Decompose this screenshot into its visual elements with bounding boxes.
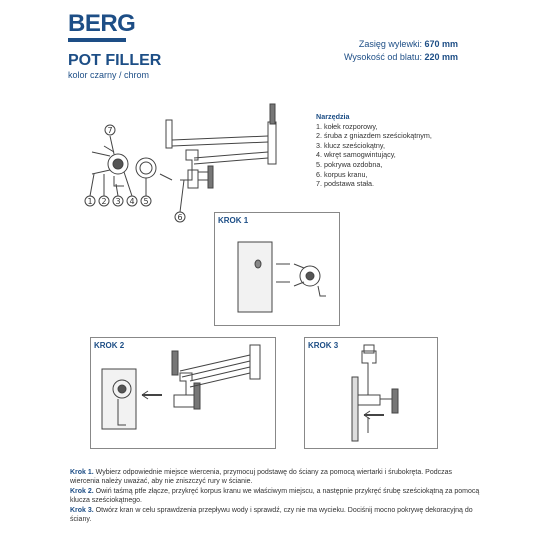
- legend-item: 2. śruba z gniazdem sześciokątnym,: [316, 131, 432, 141]
- logo-underline: [68, 38, 126, 42]
- spec-height-value: 220 mm: [424, 52, 458, 62]
- exploded-diagram: [80, 100, 300, 230]
- step-3-body: Otwórz kran w celu sprawdzenia przepływu wody i sprawdź, czy nie ma wycieku. Dociśnij mocno pokrywę dekoracyjną do ściany.: [70, 506, 473, 524]
- legend-item: 6. korpus kranu,: [316, 169, 368, 179]
- step-2-body: Owiń taśmą ptfe złącze, przykręć korpus kranu we właściwym miejscu, a następnie przykręć śrubę sześciokątną za pomocą klucza sześciokątnego.: [70, 487, 480, 505]
- part-number-3: 3: [115, 197, 121, 206]
- part-number-6: 6: [177, 213, 183, 222]
- step-1-body: Wybierz odpowiednie miejsce wiercenia, przymocuj podstawę do ściany za pomocą wiertarki i śrubokręta. Podczas wiercenia należy uważać, aby nie zniszczyć rury w ścianie.: [70, 469, 452, 486]
- part-number-5: 5: [143, 197, 149, 206]
- part-number-2: 2: [101, 197, 107, 206]
- legend-item: 4. wkręt samogwintujący,: [316, 150, 396, 160]
- legend-item: 5. pokrywa ozdobna,: [316, 159, 383, 169]
- legend-item: 7. podstawa stała.: [316, 179, 374, 189]
- part-number-7: 7: [107, 126, 113, 135]
- spec-reach-value: 670 mm: [424, 39, 458, 49]
- base-plate-hole: [113, 159, 123, 169]
- brand-logo: BERG: [68, 10, 136, 37]
- step2-drawing: [90, 337, 274, 447]
- step-2-label: Krok 2.: [70, 487, 94, 495]
- step3-label: KROK 3: [308, 341, 339, 350]
- step1-drawing: [214, 212, 338, 324]
- spec-height: [344, 51, 458, 64]
- step1-label: KROK 1: [218, 216, 249, 225]
- spec-reach-label: Zasięg wylewki:: [358, 39, 422, 49]
- part-number-4: 4: [129, 197, 135, 206]
- legend-item: 3. klucz sześciokątny,: [316, 140, 385, 150]
- tools-legend: [316, 112, 432, 189]
- spec-reach: [344, 38, 458, 51]
- legend-item: 1. kołek rozporowy,: [316, 121, 378, 131]
- step3-drawing: [304, 337, 436, 447]
- step-3-label: Krok 3.: [70, 506, 94, 514]
- part-number-1: 1: [87, 197, 93, 206]
- step-3-text: [70, 506, 480, 525]
- product-subtitle: kolor czarny / chrom: [68, 70, 150, 80]
- step-2-text: [70, 487, 480, 506]
- spec-height-label: Wysokość od blatu:: [343, 52, 422, 62]
- step-instructions: [70, 468, 480, 524]
- step2-label: KROK 2: [94, 341, 125, 350]
- legend-title: Narzędzia: [316, 112, 350, 121]
- product-title: POT FILLER: [68, 52, 162, 69]
- specs: [344, 38, 458, 64]
- step-1-label: Krok 1.: [70, 469, 94, 476]
- step-1-text: [70, 468, 480, 487]
